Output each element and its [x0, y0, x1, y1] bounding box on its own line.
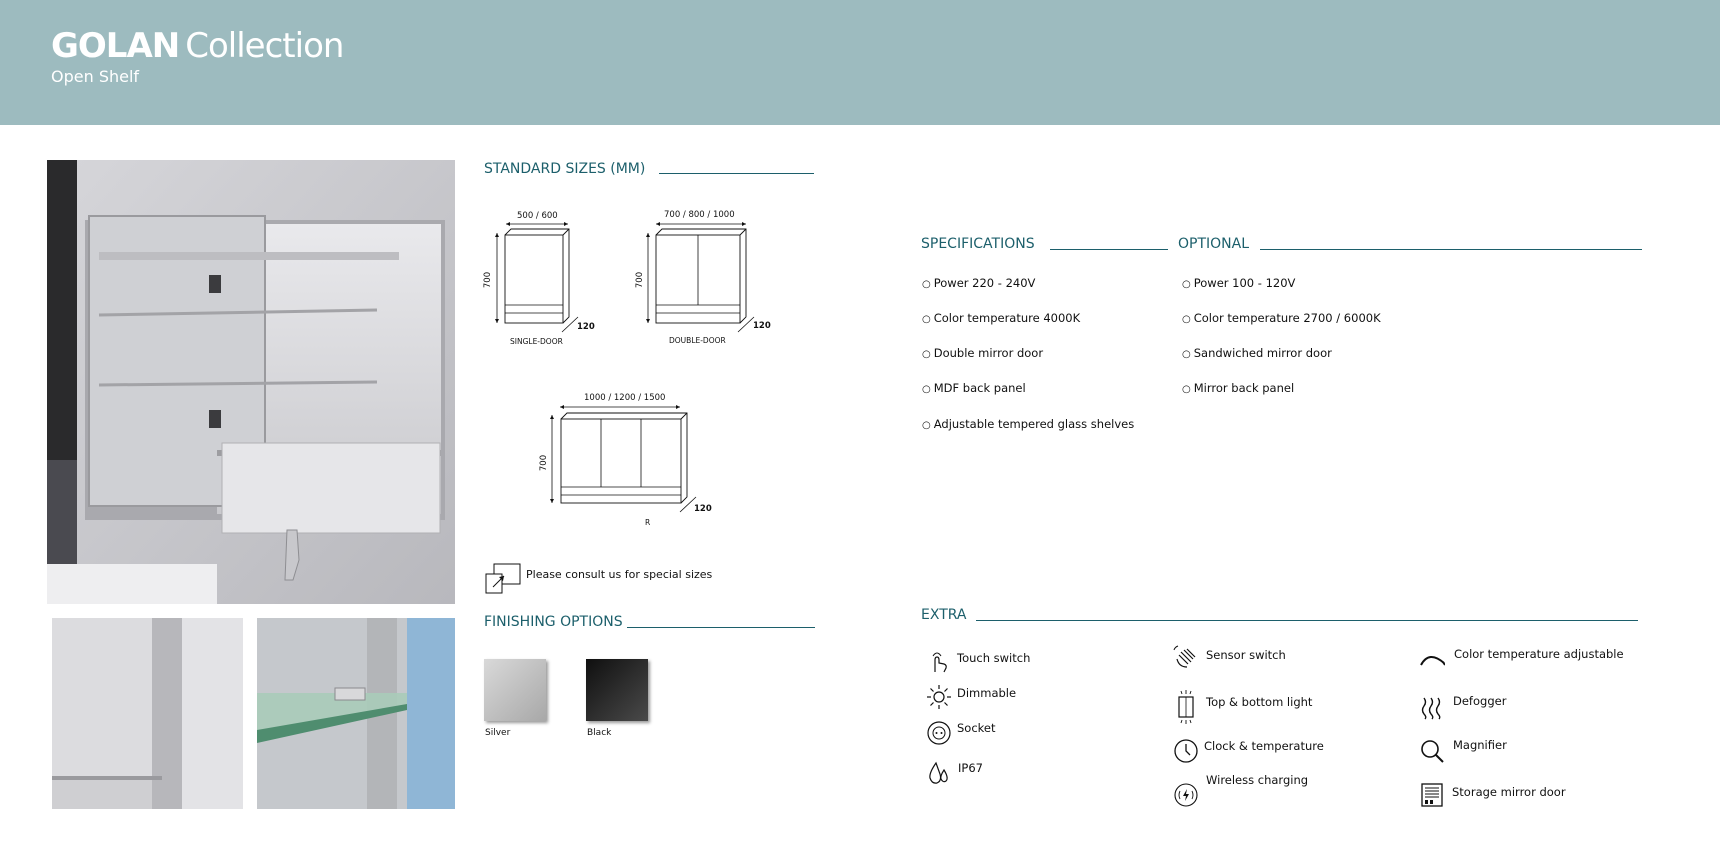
clock-icon	[1173, 738, 1199, 764]
extra-sensor-switch: Sensor switch	[1206, 648, 1286, 662]
specifications-rule	[1050, 249, 1168, 250]
spec-item: ○ Adjustable tempered glass shelves	[922, 417, 1135, 431]
extra-touch-switch: Touch switch	[957, 651, 1031, 665]
double-door-height: 700	[635, 271, 646, 289]
specifications-title: SPECIFICATIONS	[921, 236, 1035, 252]
product-photo-detail-1	[52, 618, 243, 809]
extra-defogger: Defogger	[1453, 694, 1507, 708]
brand-title	[51, 26, 343, 66]
socket-icon	[926, 720, 952, 746]
brand-bold: GOLAN	[51, 26, 180, 66]
double-door-diagram	[634, 205, 770, 350]
swatch-black-label: Black	[587, 728, 612, 738]
brand-light: Collection	[185, 26, 344, 66]
page-subtitle: Open Shelf	[51, 67, 140, 86]
single-door-width: 500 / 600	[517, 211, 558, 221]
triple-door-diagram	[540, 395, 715, 520]
spec-item: ○ Power 220 - 240V	[922, 276, 1036, 290]
optional-item: ○ Power 100 - 120V	[1182, 276, 1296, 290]
triple-door-depth: 120	[694, 504, 712, 514]
optional-item: ○ Color temperature 2700 / 6000K	[1182, 311, 1381, 325]
extra-clock-temperature: Clock & temperature	[1204, 739, 1324, 753]
extra-ip67: IP67	[958, 761, 983, 775]
standard-sizes-rule	[659, 173, 814, 174]
standard-sizes-title: STANDARD SIZES (MM)	[484, 161, 646, 177]
extra-storage-mirror-door: Storage mirror door	[1452, 785, 1566, 799]
optional-title: OPTIONAL	[1178, 236, 1250, 252]
wireless-charging-icon	[1173, 782, 1199, 808]
triple-door-label: R	[645, 518, 651, 527]
triple-door-width: 1000 / 1200 / 1500	[584, 393, 666, 403]
product-photo-main	[47, 160, 455, 604]
single-door-height: 700	[483, 271, 494, 289]
finishing-title: FINISHING OPTIONS	[484, 614, 623, 630]
triple-door-height: 700	[539, 454, 550, 472]
spec-item: ○ MDF back panel	[922, 381, 1026, 395]
extra-socket: Socket	[957, 721, 996, 735]
swatch-silver	[484, 659, 546, 721]
finishing-rule	[627, 627, 815, 628]
arc-icon	[1419, 645, 1445, 671]
magnifier-icon	[1419, 738, 1445, 764]
spec-item: ○ Double mirror door	[922, 346, 1044, 360]
extra-rule	[976, 620, 1638, 621]
optional-rule	[1260, 249, 1642, 250]
defogger-icon	[1419, 694, 1445, 720]
top-bottom-light-icon	[1173, 690, 1199, 724]
consult-note: Please consult us for special sizes	[526, 568, 713, 581]
extra-magnifier: Magnifier	[1453, 738, 1507, 752]
double-door-width: 700 / 800 / 1000	[664, 210, 735, 220]
extra-title: EXTRA	[921, 607, 967, 623]
extra-top-bottom-light: Top & bottom light	[1206, 695, 1313, 709]
optional-item: ○ Mirror back panel	[1182, 381, 1295, 395]
extra-wireless-charging: Wireless charging	[1206, 773, 1309, 787]
spec-item: ○ Color temperature 4000K	[922, 311, 1081, 325]
touch-icon	[926, 648, 952, 674]
double-door-depth: 120	[753, 321, 771, 331]
storage-door-icon	[1419, 782, 1445, 808]
single-door-depth: 120	[577, 322, 595, 332]
optional-item: ○ Sandwiched mirror door	[1182, 346, 1332, 360]
extra-color-temperature-adjustable: Color temperature adjustable	[1454, 647, 1624, 661]
extra-dimmable: Dimmable	[957, 686, 1017, 700]
double-door-label: DOUBLE-DOOR	[669, 336, 726, 345]
sensor-hand-icon	[1173, 645, 1199, 671]
single-door-label: SINGLE-DOOR	[510, 337, 563, 346]
water-drop-icon	[926, 760, 952, 786]
sun-icon	[926, 684, 952, 710]
swatch-black	[586, 659, 648, 721]
resize-icon	[484, 563, 522, 595]
product-photo-detail-2	[257, 618, 455, 809]
swatch-silver-label: Silver	[485, 728, 511, 738]
